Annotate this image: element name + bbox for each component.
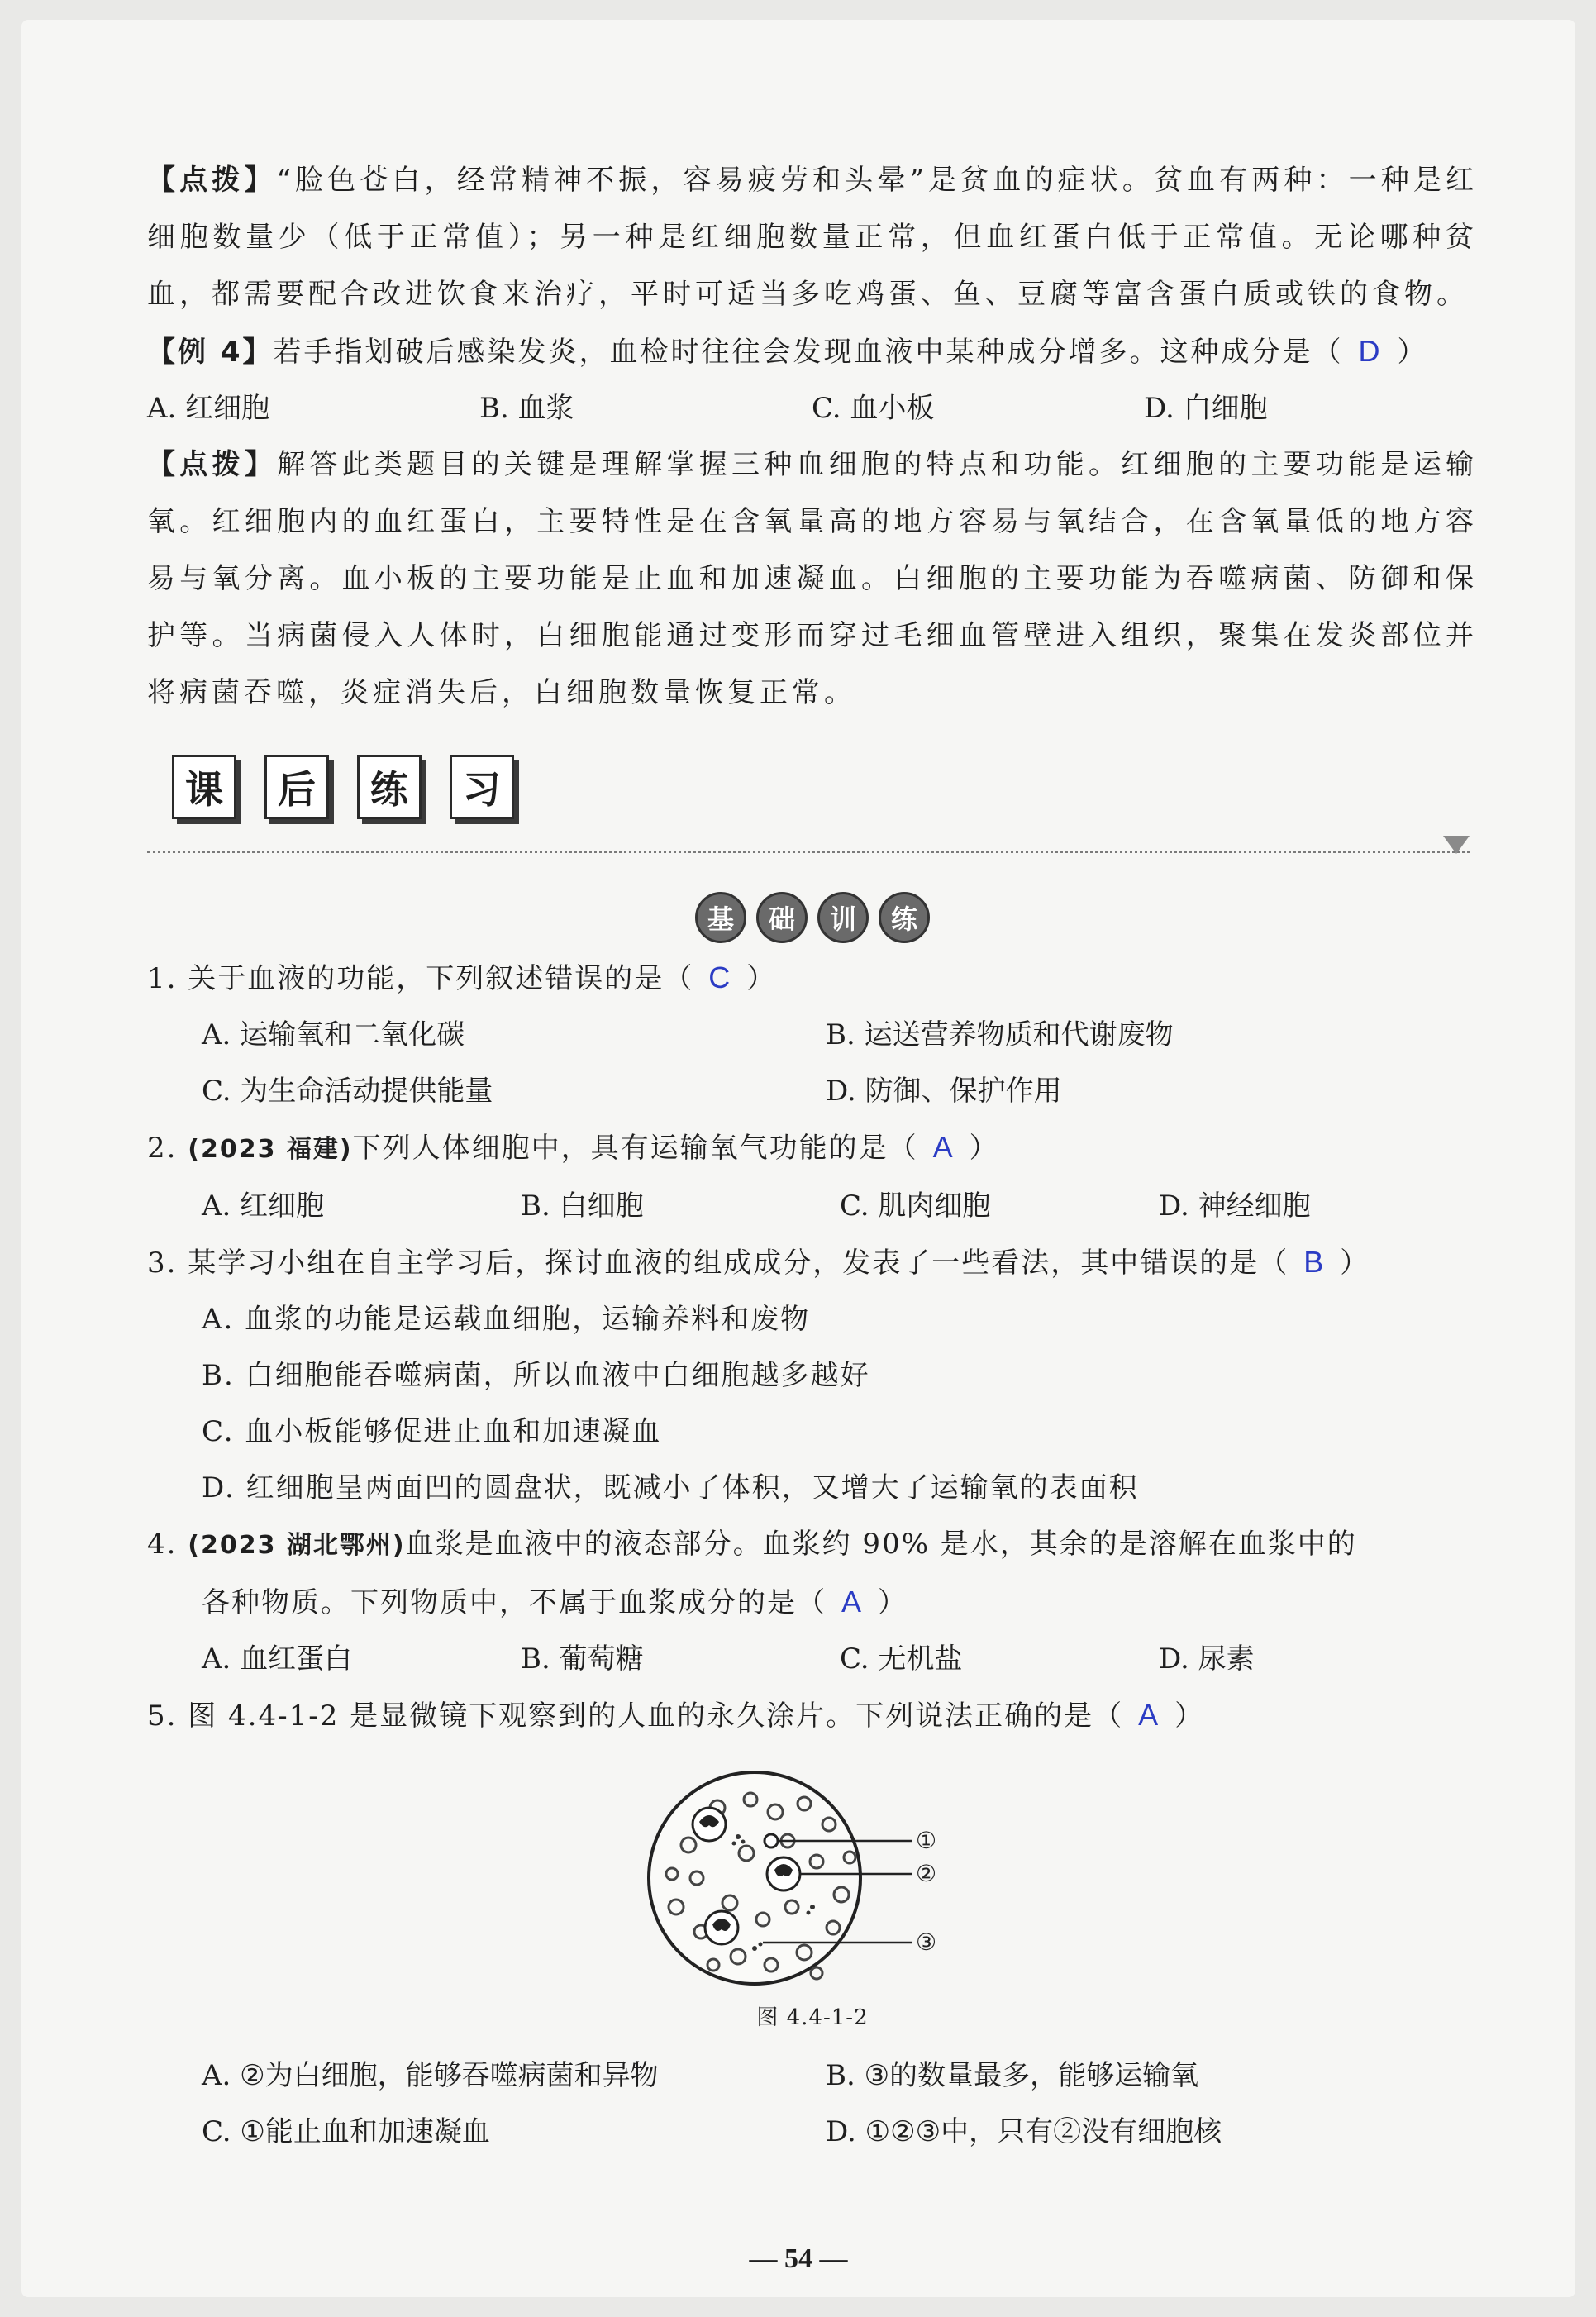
question-answer: B — [1303, 1245, 1326, 1279]
subsection-char: 训 — [817, 892, 869, 943]
option-d: D. 神经细胞 — [1159, 1189, 1311, 1223]
option-b: B. 运送营养物质和代谢废物 — [826, 1018, 1174, 1051]
tip-paragraph-1 — [147, 152, 1478, 323]
option-d: D. 白细胞 — [1144, 392, 1268, 425]
content-area — [147, 152, 1478, 2160]
example-4-options — [147, 380, 1478, 436]
blood-smear-figure — [147, 1762, 1478, 2031]
option-a: A. ②为白细胞，能够吞噬病菌和异物 — [202, 2059, 659, 2092]
close-paren: ） — [746, 962, 777, 995]
figure-label-1: ① — [916, 1827, 937, 1854]
question-4-options — [147, 1631, 1478, 1687]
question-answer: A — [841, 1585, 864, 1619]
question-text: 血浆是血液中的液态部分。血浆约 90% 是水，其余的是溶解在血浆中的 — [405, 1528, 1357, 1561]
option-c: C. ①能止血和加速凝血 — [202, 2115, 490, 2148]
tip-text: “脸色苍白，经常精神不振，容易疲劳和头晕”是贫血的症状。贫血有两种：一种是红细胞数量少（低于正常值）；另一种是红细胞数量正常，但血红蛋白低于正常值。无论哪种贫血，都需要配合改进饮食来治疗，平时可适当多吃鸡蛋、鱼、豆腐等富含蛋白质或铁的食物。 — [147, 164, 1479, 311]
option-c: C. 肌肉细胞 — [840, 1189, 991, 1223]
section-char: 练 — [357, 755, 422, 819]
question-1 — [147, 950, 1478, 1007]
question-number: 2. — [147, 1132, 188, 1165]
question-text: 3. 某学习小组在自主学习后，探讨血液的组成成分，发表了一些看法，其中错误的是（ — [147, 1247, 1289, 1280]
option-d: D. 红细胞呈两面凹的圆盘状，既减小了体积，又增大了运输氧的表面积 — [202, 1471, 1139, 1504]
page-sheet — [21, 20, 1575, 2297]
close-paren: ） — [878, 1586, 908, 1619]
question-2-options — [147, 1178, 1478, 1234]
question-answer: C — [708, 961, 732, 994]
tip-text: 解答此类题目的关键是理解掌握三种血细胞的特点和功能。红细胞的主要功能是运输氧。红细胞内的血红蛋白，主要特性是在含氧量高的地方容易与氧结合，在含氧量低的地方容易与氧分离。血小板的主要功能是止血和加速凝血。白细胞的主要功能为吞噬病菌、防御和保护等。当病菌侵入人体时，白细胞能通过变形而穿过毛细血管壁进入组织，聚集在发炎部位并将病菌吞噬，炎症消失后，白细胞数量恢复正常。 — [147, 448, 1479, 709]
option-c: C. 为生命活动提供能量 — [202, 1075, 493, 1108]
option-b: B. 血浆 — [479, 392, 574, 425]
figure-label-2: ② — [916, 1860, 937, 1887]
section-heading — [172, 755, 1478, 824]
question-3 — [147, 1234, 1478, 1291]
close-paren: ） — [969, 1132, 999, 1165]
tip-tag: 【点拨】 — [147, 448, 278, 481]
question-source: (2023 湖北鄂州) — [188, 1531, 406, 1560]
section-char: 后 — [264, 755, 329, 819]
question-answer: A — [932, 1130, 955, 1164]
option-c: C. 血小板 — [812, 392, 935, 425]
question-5 — [147, 1687, 1478, 1744]
question-1-options — [147, 1007, 1478, 1063]
option-b: B. 葡萄糖 — [521, 1642, 644, 1676]
subsection-char: 础 — [756, 892, 808, 943]
option-a: A. 红细胞 — [202, 1189, 325, 1223]
blood-smear-diagram — [639, 1762, 986, 1994]
example-text: 若手指划破后感染发炎，血检时往往会发现血液中某种成分增多。这种成分是（ — [273, 336, 1344, 369]
page-number: — 54 — — [749, 2243, 848, 2274]
option-c: C. 血小板能够促进止血和加速凝血 — [202, 1415, 662, 1448]
question-number: 4. — [147, 1528, 188, 1561]
question-source: (2023 福建) — [188, 1135, 353, 1164]
option-b: B. 白细胞 — [521, 1189, 644, 1223]
question-4-continued — [147, 1574, 1478, 1631]
section-char: 课 — [172, 755, 236, 819]
example-tag: 【例 4】 — [147, 336, 274, 369]
section-divider — [147, 851, 1470, 853]
close-paren: ） — [1340, 1247, 1370, 1280]
question-5-options — [147, 2048, 1478, 2104]
option-b: B. ③的数量最多，能够运输氧 — [826, 2059, 1199, 2092]
figure-caption: 图 4.4-1-2 — [756, 2005, 869, 2030]
close-paren: ） — [1397, 336, 1428, 369]
option-d: D. 尿素 — [1159, 1642, 1255, 1676]
question-4 — [147, 1516, 1478, 1574]
option-c: C. 无机盐 — [840, 1642, 963, 1676]
divider-arrow-icon — [1443, 836, 1470, 854]
question-text: 下列人体细胞中，具有运输氧气功能的是（ — [352, 1132, 918, 1165]
section-char: 习 — [450, 755, 514, 819]
question-answer: A — [1138, 1698, 1160, 1732]
question-1-options — [147, 1063, 1478, 1119]
question-text: 5. 图 4.4-1-2 是显微镜下观察到的人血的永久涂片。下列说法正确的是（ — [147, 1700, 1124, 1733]
question-text: 各种物质。下列物质中，不属于血浆成分的是（ — [202, 1586, 827, 1619]
example-answer: D — [1358, 334, 1383, 368]
option-a: A. 运输氧和二氧化碳 — [202, 1018, 465, 1051]
question-2 — [147, 1119, 1478, 1178]
question-text: 1. 关于血液的功能，下列叙述错误的是（ — [147, 962, 694, 995]
option-d: D. ①②③中，只有②没有细胞核 — [826, 2115, 1222, 2148]
subsection-heading — [147, 892, 1478, 943]
tip-tag: 【点拨】 — [147, 164, 277, 197]
question-5-options — [147, 2104, 1478, 2160]
option-a: A. 红细胞 — [147, 392, 270, 425]
close-paren: ） — [1174, 1700, 1205, 1733]
example-4-question — [147, 323, 1478, 380]
figure-label-3: ③ — [916, 1928, 937, 1956]
tip-paragraph-2 — [147, 436, 1478, 722]
subsection-char: 基 — [695, 892, 746, 943]
option-a: A. 血浆的功能是运载血细胞，运输养料和废物 — [202, 1303, 811, 1336]
subsection-char: 练 — [879, 892, 930, 943]
option-d: D. 防御、保护作用 — [826, 1075, 1062, 1108]
option-a: A. 血红蛋白 — [202, 1642, 353, 1676]
option-b: B. 白细胞能吞噬病菌，所以血液中白细胞越多越好 — [202, 1359, 870, 1392]
